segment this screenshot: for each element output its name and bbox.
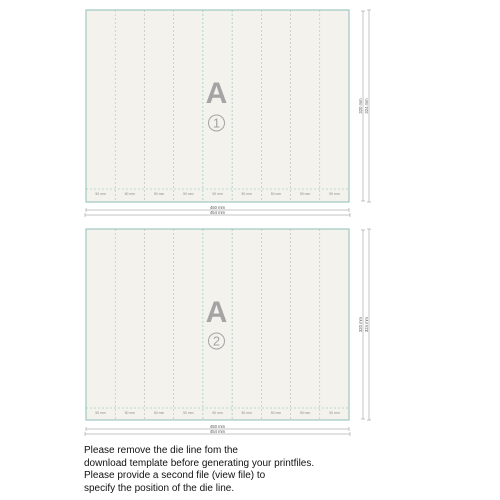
panel-width-label: 50 mm — [270, 411, 282, 415]
inner-width-dimension-label: 450 mm — [209, 204, 226, 210]
template-1 — [85, 10, 371, 217]
panel-width-label: 50 mm — [329, 411, 340, 415]
template-2 — [85, 229, 371, 436]
panel-width-label: 50 mm — [95, 411, 106, 415]
instructions-note — [84, 445, 484, 495]
outer-width-dimension-label: 454 mm — [209, 428, 226, 434]
panel-width-label: 50 mm — [329, 192, 340, 196]
inner-height-dimension-label: 320 mm — [357, 316, 363, 333]
instruction-line-3: Please provide a second file (view file) to — [84, 470, 266, 481]
panel-width-label: 50 mm — [124, 192, 136, 196]
template-number: 1 — [212, 115, 221, 131]
template-number: 2 — [212, 333, 221, 349]
inner-width-dimension-label: 450 mm — [209, 423, 226, 429]
template-letter: A — [205, 296, 228, 329]
instruction-line-1: Please remove the die line fom the — [84, 445, 238, 456]
panel-width-label: 50 mm — [270, 192, 282, 196]
outer-height-dimension-label: 324 mm — [363, 98, 369, 114]
outer-width-dimension-label: 454 mm — [209, 209, 226, 215]
panel-width-label: 50 mm — [299, 192, 311, 196]
panel-width-label: 50 mm — [124, 411, 136, 415]
panel-width-label: 50 mm — [241, 192, 252, 196]
inner-height-dimension-label: 320 mm — [357, 98, 363, 114]
panel-width-label: 50 mm — [153, 192, 165, 196]
panel-width-label: 50 mm — [212, 411, 223, 415]
template-letter: A — [205, 77, 228, 110]
outer-height-dimension-label: 324 mm — [363, 316, 369, 333]
panel-width-label: 50 mm — [95, 192, 106, 196]
panel-width-label: 50 mm — [212, 192, 223, 196]
panel-width-label: 50 mm — [153, 411, 165, 415]
panel-width-label: 50 mm — [183, 411, 194, 415]
instruction-line-2: download template before generating your printfiles. — [84, 457, 315, 469]
panel-width-label: 50 mm — [183, 192, 194, 196]
panel-width-label: 50 mm — [241, 411, 252, 415]
panel-width-label: 50 mm — [299, 411, 311, 415]
instruction-line-4: specify the position of the die line. — [84, 482, 235, 494]
